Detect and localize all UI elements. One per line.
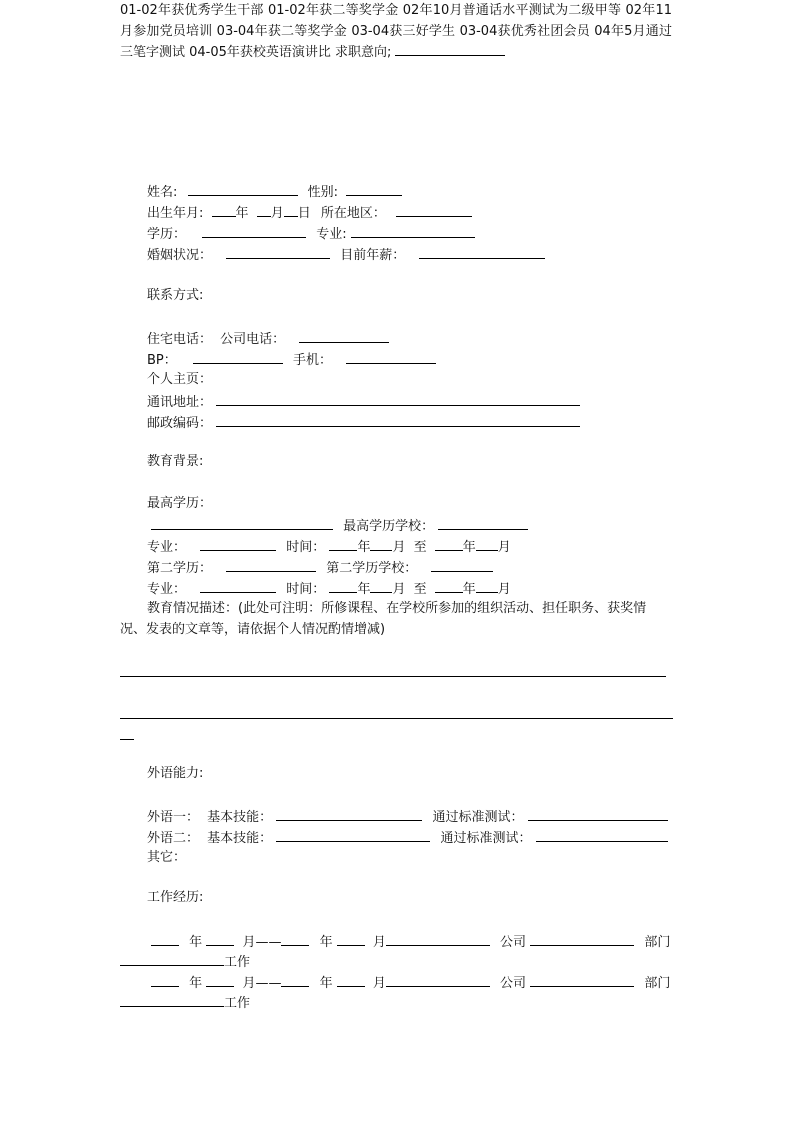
- other-label: 其它：: [147, 850, 187, 865]
- lang2-basic-label: 基本技能：: [207, 831, 273, 846]
- time1-end-month[interactable]: [476, 537, 498, 551]
- lang2-label: 外语二：: [147, 831, 200, 846]
- work1-year-unit: 年: [189, 935, 203, 950]
- homepage-label: 个人主页：: [147, 372, 213, 387]
- lang2-test-field[interactable]: [536, 828, 668, 842]
- time2-to: 至: [413, 582, 427, 597]
- edu-label: 学历：: [147, 227, 187, 242]
- work1-end-month[interactable]: [337, 932, 365, 946]
- work2-row2: [120, 993, 250, 1011]
- highest-school-label: 最高学历学校：: [343, 519, 435, 534]
- postcode-row: [147, 413, 580, 431]
- lang2-row: [147, 828, 668, 846]
- lang1-basic-field[interactable]: [276, 807, 422, 821]
- work2-row: [151, 973, 670, 991]
- second-degree-field[interactable]: [226, 558, 316, 572]
- work1-job-field[interactable]: [120, 952, 224, 966]
- work2-year-unit: 年: [189, 976, 203, 991]
- job-intent-field[interactable]: [395, 42, 505, 56]
- other-row: [147, 849, 186, 867]
- gender-label: 性别:: [307, 185, 339, 200]
- work2-end-month-unit: 月: [372, 976, 386, 991]
- desc-line-3[interactable]: [120, 739, 134, 740]
- work2-dept-label: 部门: [644, 976, 671, 991]
- second-degree-row: [147, 558, 493, 576]
- work1-company-field[interactable]: [386, 932, 490, 946]
- language-heading: 外语能力:: [147, 766, 204, 781]
- work2-month-unit: 月: [242, 976, 256, 991]
- education-heading: 教育背景:: [147, 454, 204, 469]
- time2-end-year[interactable]: [435, 579, 463, 593]
- edu-field[interactable]: [202, 224, 306, 238]
- work1-month-unit: 月: [242, 935, 256, 950]
- highest-school-field[interactable]: [438, 516, 528, 530]
- intro-paragraph: [120, 0, 672, 63]
- time2-end-month[interactable]: [476, 579, 498, 593]
- marital-label: 婚姻状况：: [147, 248, 213, 263]
- time2-year-unit: 年: [357, 582, 371, 597]
- region-label: 所在地区：: [320, 206, 386, 221]
- phone-row: [147, 329, 389, 347]
- work1-row: [151, 932, 670, 950]
- major2-label: 专业：: [147, 582, 187, 597]
- work1-end-year-unit: 年: [319, 935, 333, 950]
- address-label: 通讯地址：: [147, 395, 213, 410]
- work1-dept-field[interactable]: [530, 932, 634, 946]
- desc-line-2[interactable]: [120, 718, 673, 719]
- highest-degree-row: [151, 516, 528, 534]
- work2-dash: ——: [255, 976, 282, 991]
- work2-dept-field[interactable]: [530, 973, 634, 987]
- bp-row: [147, 350, 436, 368]
- work2-job-label: 工作: [224, 996, 251, 1011]
- intro-text: 01-02年获优秀学生干部 01-02年获二等奖学金 02年10月普通话水平测试为二级甲等 02年11月参加党员培训 03-04年获二等奖学金 03-04获三好学生 03-04获优秀社团会员 04年5月通过三笔字测试 04-05年获校英语演讲比 求职意向;: [120, 3, 672, 60]
- time2-month-unit: 月: [392, 582, 406, 597]
- major1-row: [147, 537, 511, 555]
- major2-field[interactable]: [200, 579, 276, 593]
- work1-company-label: 公司: [500, 935, 527, 950]
- major-field[interactable]: [351, 224, 475, 238]
- birth-day-unit: 日: [297, 206, 311, 221]
- name-label: 姓名:: [147, 185, 178, 200]
- mobile-field[interactable]: [346, 350, 436, 364]
- highest-degree-label: 最高学历：: [147, 496, 213, 511]
- work2-start-year[interactable]: [151, 973, 179, 987]
- work1-end-year[interactable]: [281, 932, 309, 946]
- time2-start-month[interactable]: [370, 579, 392, 593]
- lang1-row: [147, 807, 668, 825]
- marital-field[interactable]: [226, 245, 330, 259]
- work2-job-field[interactable]: [120, 993, 224, 1007]
- work-heading: 工作经历:: [147, 890, 204, 905]
- birth-year-unit: 年: [235, 206, 249, 221]
- work1-dept-label: 部门: [644, 935, 671, 950]
- time1-end-year[interactable]: [435, 537, 463, 551]
- time1-start-month[interactable]: [370, 537, 392, 551]
- work1-start-month[interactable]: [206, 932, 234, 946]
- bp-label: BP：: [147, 353, 177, 368]
- birth-year-field[interactable]: [212, 203, 236, 217]
- work2-end-month[interactable]: [337, 973, 365, 987]
- major1-field[interactable]: [200, 537, 276, 551]
- work1-start-year[interactable]: [151, 932, 179, 946]
- work2-company-label: 公司: [500, 976, 527, 991]
- work2-start-month[interactable]: [206, 973, 234, 987]
- office-phone-field[interactable]: [299, 329, 389, 343]
- birth-label: 出生年月:: [147, 206, 204, 221]
- birth-row: [147, 203, 472, 221]
- edu-row: [147, 224, 475, 242]
- name-field[interactable]: [188, 182, 298, 196]
- desc-line-1[interactable]: [120, 676, 666, 677]
- birth-month-unit: 月: [270, 206, 284, 221]
- lang2-basic-field[interactable]: [276, 828, 430, 842]
- work1-job-label: 工作: [224, 955, 251, 970]
- office-phone-label: 公司电话：: [220, 332, 286, 347]
- birth-day-field[interactable]: [284, 203, 298, 217]
- time1-end-year-unit: 年: [462, 540, 476, 555]
- birth-month-field[interactable]: [257, 203, 271, 217]
- major1-label: 专业：: [147, 540, 187, 555]
- gender-field[interactable]: [346, 182, 402, 196]
- bp-field[interactable]: [193, 350, 283, 364]
- highest-degree-field[interactable]: [151, 516, 333, 530]
- time1-to: 至: [413, 540, 427, 555]
- region-field[interactable]: [396, 203, 472, 217]
- work2-end-year[interactable]: [281, 973, 309, 987]
- salary-label: 目前年薪：: [340, 248, 406, 263]
- contact-heading: 联系方式:: [147, 288, 204, 303]
- time1-month-unit: 月: [392, 540, 406, 555]
- time2-start-year[interactable]: [329, 579, 357, 593]
- work2-company-field[interactable]: [386, 973, 490, 987]
- name-row: [147, 182, 402, 200]
- time2-label: 时间：: [286, 582, 326, 597]
- lang1-label: 外语一：: [147, 810, 200, 825]
- time1-year-unit: 年: [357, 540, 371, 555]
- lang1-test-label: 通过标准测试：: [432, 810, 524, 825]
- work1-end-month-unit: 月: [372, 935, 386, 950]
- work1-row2: [120, 952, 250, 970]
- salary-field[interactable]: [419, 245, 545, 259]
- address-row: [147, 392, 580, 410]
- homepage-row: [147, 371, 212, 389]
- education-desc: 教育情况描述：(此处可注明：所修课程、在学校所参加的组织活动、担任职务、获奖情况、发表的文章等，请依据个人情况酌情增减): [120, 601, 647, 637]
- marital-row: [147, 245, 545, 263]
- second-school-field[interactable]: [431, 558, 493, 572]
- work2-end-year-unit: 年: [319, 976, 333, 991]
- time1-end-month-unit: 月: [497, 540, 511, 555]
- time1-label: 时间：: [286, 540, 326, 555]
- address-field[interactable]: [216, 392, 580, 406]
- lang1-basic-label: 基本技能：: [207, 810, 273, 825]
- second-school-label: 第二学历学校：: [326, 561, 418, 576]
- second-degree-label: 第二学历：: [147, 561, 213, 576]
- time2-end-year-unit: 年: [462, 582, 476, 597]
- postcode-field[interactable]: [216, 413, 580, 427]
- lang2-test-label: 通过标准测试：: [440, 831, 532, 846]
- home-phone-label: 住宅电话：: [147, 332, 213, 347]
- work1-dash: ——: [255, 935, 282, 950]
- postcode-label: 邮政编码：: [147, 416, 213, 431]
- time2-end-month-unit: 月: [497, 582, 511, 597]
- time1-start-year[interactable]: [329, 537, 357, 551]
- major-label: 专业:: [316, 227, 347, 242]
- lang1-test-field[interactable]: [528, 807, 668, 821]
- major2-row: [147, 579, 511, 597]
- mobile-label: 手机：: [293, 353, 333, 368]
